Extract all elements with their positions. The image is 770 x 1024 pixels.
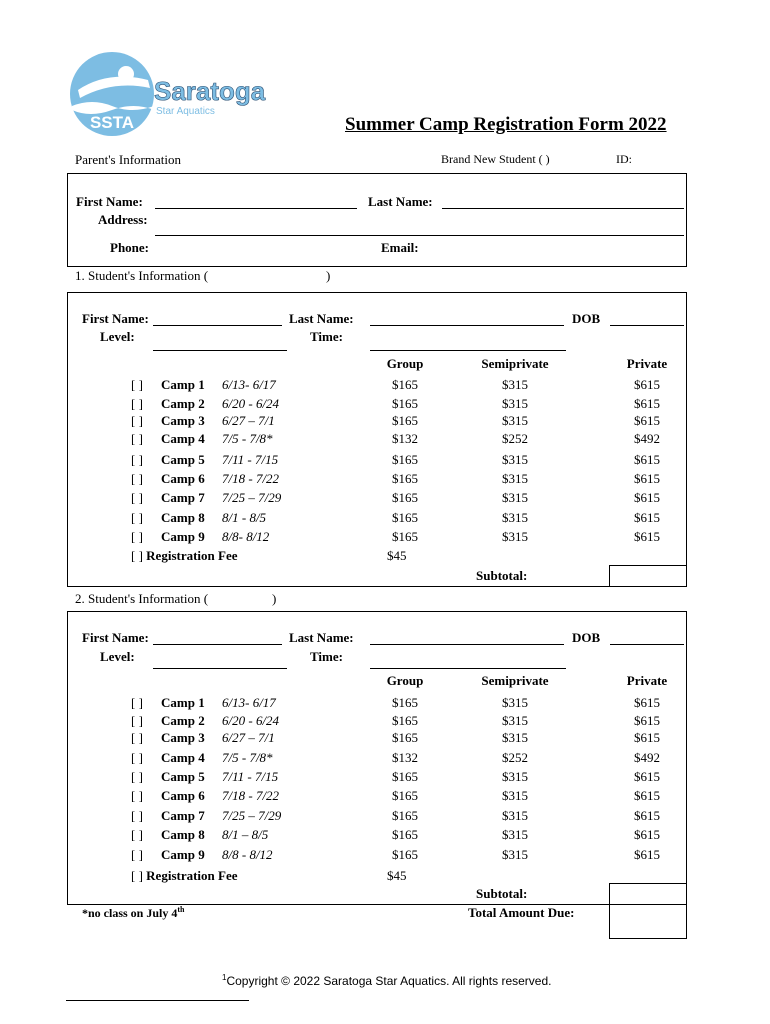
student1-dob-label: DOB [572, 311, 601, 326]
camp-name: Camp 8 [161, 827, 205, 842]
id-label: ID: [616, 152, 632, 166]
camp-dates: 6/13- 6/17 [222, 377, 276, 392]
student1-camp-row[interactable] [131, 490, 281, 506]
logo-brand-sub: Star Aquatics [156, 106, 215, 117]
footnote-divider [66, 1000, 249, 1001]
camp-price-private: $615 [634, 808, 660, 823]
student1-reg-fee-label: Registration Fee [146, 548, 238, 563]
student2-camp-row[interactable] [131, 750, 273, 766]
camp-dates: 6/20 - 6/24 [222, 713, 280, 728]
student1-subtotal-field[interactable] [609, 565, 687, 587]
camp-price-semi: $315 [502, 490, 528, 505]
student2-section-label [75, 591, 276, 607]
student2-level-field[interactable] [153, 668, 287, 669]
camp-name: Camp 4 [161, 431, 205, 446]
camp-name: Camp 2 [161, 396, 205, 411]
camp-price-semi: $252 [502, 431, 528, 446]
student2-camp-row[interactable] [131, 827, 268, 843]
student1-group-header: Group [386, 356, 424, 371]
camp-checkbox[interactable]: [ ] [131, 847, 143, 862]
student2-level-label: Level: [100, 649, 135, 664]
student2-camp-row[interactable] [131, 695, 276, 711]
student1-time-field[interactable] [370, 350, 566, 351]
camp-price-private: $615 [634, 713, 660, 728]
student2-group-header: Group [386, 673, 424, 688]
form-title: Summer Camp Registration Form 2022 [345, 114, 667, 135]
student1-camp-row[interactable] [131, 396, 279, 412]
camp-price-semi: $315 [502, 377, 528, 392]
student2-subtotal-field[interactable] [609, 883, 687, 905]
student2-first-name-field[interactable] [153, 644, 282, 645]
camp-dates: 6/20 - 6/24 [222, 396, 280, 411]
student1-camp-row[interactable] [131, 471, 279, 487]
camp-name: Camp 1 [161, 695, 205, 710]
camp-price-group: $165 [392, 396, 418, 411]
camp-price-group: $165 [392, 413, 418, 428]
student1-time-label: Time: [310, 329, 343, 344]
camp-price-group: $132 [392, 750, 418, 765]
camp-price-semi: $315 [502, 452, 528, 467]
student2-time-label: Time: [310, 649, 343, 664]
camp-price-private: $615 [634, 413, 660, 428]
camp-price-private: $615 [634, 695, 660, 710]
logo-graphic [68, 50, 268, 140]
parent-email-label: Email: [381, 240, 419, 255]
camp-dates: 7/11 - 7/15 [222, 769, 279, 784]
camp-checkbox[interactable]: [ ] [131, 490, 143, 505]
student2-camp-row[interactable] [131, 847, 273, 863]
camp-dates: 7/18 - 7/22 [222, 788, 280, 803]
camp-checkbox[interactable]: [ ] [131, 377, 143, 392]
camp-name: Camp 6 [161, 471, 205, 486]
student2-last-name-label: Last Name: [289, 630, 354, 645]
camp-checkbox[interactable]: [ ] [131, 808, 143, 823]
copyright-text: Copyright © 2022 Saratoga Star Aquatics. All rights reserved. [226, 974, 552, 988]
camp-price-semi: $315 [502, 471, 528, 486]
copyright-footnote-mark: 1 [222, 973, 227, 982]
student1-camp-row[interactable] [131, 510, 266, 526]
camp-dates: 7/25 – 7/29 [222, 808, 282, 823]
student2-camp-row[interactable] [131, 788, 279, 804]
camp-price-semi: $315 [502, 847, 528, 862]
student1-reg-fee-row[interactable] [131, 548, 238, 564]
student1-camp-row[interactable] [131, 529, 269, 545]
camp-price-group: $165 [392, 471, 418, 486]
camp-name: Camp 5 [161, 769, 205, 784]
student2-reg-fee-checkbox[interactable]: [ ] [131, 868, 143, 883]
student2-label-text: 2. Student's Information ( [75, 591, 209, 606]
camp-name: Camp 1 [161, 377, 205, 392]
camp-price-group: $132 [392, 431, 418, 446]
student1-label-close: ) [326, 268, 331, 283]
student1-level-field[interactable] [153, 350, 287, 351]
parent-section-label: Parent's Information [75, 152, 181, 167]
ssta-logo [68, 50, 268, 140]
camp-price-semi: $315 [502, 730, 528, 745]
student1-dob-field[interactable] [610, 325, 684, 326]
camp-checkbox[interactable]: [ ] [131, 529, 143, 544]
camp-price-group: $165 [392, 490, 418, 505]
brand-new-student-label: Brand New Student ( ) [441, 152, 550, 166]
camp-price-group: $165 [392, 452, 418, 467]
total-amount-due-field[interactable] [609, 904, 687, 939]
camp-dates: 7/5 - 7/8* [222, 431, 273, 446]
camp-price-private: $615 [634, 396, 660, 411]
camp-price-group: $165 [392, 695, 418, 710]
student2-subtotal-label: Subtotal: [476, 886, 528, 901]
camp-name: Camp 9 [161, 529, 205, 544]
student2-private-header: Private [626, 673, 668, 688]
camp-price-group: $165 [392, 510, 418, 525]
student1-last-name-field[interactable] [370, 325, 564, 326]
camp-price-private: $492 [634, 750, 660, 765]
camp-price-semi: $315 [502, 808, 528, 823]
logo-monogram: SSTA [89, 113, 135, 132]
student1-level-label: Level: [100, 329, 135, 344]
camp-name: Camp 5 [161, 452, 205, 467]
camp-checkbox[interactable]: [ ] [131, 695, 143, 710]
student1-reg-fee-amount: $45 [387, 548, 407, 563]
parent-first-name-label: First Name: [76, 194, 143, 209]
camp-checkbox[interactable]: [ ] [131, 471, 143, 486]
student1-first-name-label: First Name: [82, 311, 149, 326]
camp-checkbox[interactable]: [ ] [131, 713, 143, 728]
student1-first-name-field[interactable] [153, 325, 282, 326]
camp-checkbox[interactable]: [ ] [131, 827, 143, 842]
camp-price-private: $615 [634, 529, 660, 544]
copyright-notice [222, 973, 551, 988]
student1-section-label [75, 268, 330, 284]
parent-address-label: Address: [98, 212, 148, 227]
parent-first-name-field[interactable] [155, 208, 357, 209]
holiday-note [82, 905, 184, 921]
student1-label-text: 1. Student's Information ( [75, 268, 209, 283]
camp-checkbox[interactable]: [ ] [131, 788, 143, 803]
parent-address-field[interactable] [155, 235, 684, 236]
camp-checkbox[interactable]: [ ] [131, 431, 143, 446]
camp-checkbox[interactable]: [ ] [131, 769, 143, 784]
student2-label-close: ) [272, 591, 277, 606]
camp-dates: 7/25 – 7/29 [222, 490, 282, 505]
camp-price-semi: $315 [502, 396, 528, 411]
camp-price-semi: $315 [502, 769, 528, 784]
total-amount-due-label: Total Amount Due: [468, 905, 575, 920]
camp-price-private: $615 [634, 452, 660, 467]
camp-price-group: $165 [392, 808, 418, 823]
camp-price-semi: $315 [502, 695, 528, 710]
student2-reg-fee-label: Registration Fee [146, 868, 238, 883]
camp-checkbox[interactable]: [ ] [131, 396, 143, 411]
camp-price-group: $165 [392, 769, 418, 784]
camp-price-private: $615 [634, 769, 660, 784]
parent-last-name-field[interactable] [442, 208, 684, 209]
camp-dates: 8/1 - 8/5 [222, 510, 267, 525]
camp-price-group: $165 [392, 529, 418, 544]
student1-camp-row[interactable] [131, 452, 278, 468]
camp-name: Camp 7 [161, 808, 205, 823]
student2-dob-label: DOB [572, 630, 601, 645]
student2-camp-row[interactable] [131, 769, 278, 785]
student1-reg-fee-checkbox[interactable]: [ ] [131, 548, 143, 563]
camp-dates: 7/11 - 7/15 [222, 452, 279, 467]
camp-name: Camp 3 [161, 730, 205, 745]
camp-checkbox[interactable]: [ ] [131, 730, 143, 745]
camp-dates: 8/8 - 8/12 [222, 847, 273, 862]
camp-price-semi: $315 [502, 413, 528, 428]
holiday-note-text: *no class on July 4 [82, 906, 178, 920]
student2-time-field[interactable] [370, 668, 566, 669]
camp-price-private: $615 [634, 510, 660, 525]
student2-semiprivate-header: Semiprivate [481, 673, 549, 688]
camp-price-private: $615 [634, 730, 660, 745]
camp-price-group: $165 [392, 847, 418, 862]
camp-price-private: $615 [634, 847, 660, 862]
student1-private-header: Private [626, 356, 668, 371]
camp-price-semi: $315 [502, 529, 528, 544]
parent-info-box [67, 173, 687, 267]
camp-dates: 6/27 – 7/1 [222, 413, 275, 428]
student1-camp-row[interactable] [131, 377, 276, 393]
camp-price-group: $165 [392, 788, 418, 803]
camp-dates: 8/1 – 8/5 [222, 827, 269, 842]
student1-camp-row[interactable] [131, 431, 273, 447]
camp-price-group: $165 [392, 827, 418, 842]
camp-price-private: $615 [634, 377, 660, 392]
camp-checkbox[interactable]: [ ] [131, 750, 143, 765]
camp-price-group: $165 [392, 730, 418, 745]
camp-price-semi: $252 [502, 750, 528, 765]
student1-camp-row[interactable] [131, 413, 275, 429]
camp-dates: 7/18 - 7/22 [222, 471, 280, 486]
student2-first-name-label: First Name: [82, 630, 149, 645]
camp-checkbox[interactable]: [ ] [131, 510, 143, 525]
student2-dob-field[interactable] [610, 644, 684, 645]
camp-price-semi: $315 [502, 788, 528, 803]
camp-price-private: $615 [634, 788, 660, 803]
camp-name: Camp 4 [161, 750, 205, 765]
camp-price-semi: $315 [502, 827, 528, 842]
student2-camp-row[interactable] [131, 713, 279, 729]
student2-camp-row[interactable] [131, 808, 281, 824]
camp-name: Camp 9 [161, 847, 205, 862]
student1-last-name-label: Last Name: [289, 311, 354, 326]
camp-checkbox[interactable]: [ ] [131, 413, 143, 428]
camp-name: Camp 3 [161, 413, 205, 428]
student2-camp-row[interactable] [131, 730, 275, 746]
camp-name: Camp 2 [161, 713, 205, 728]
camp-name: Camp 7 [161, 490, 205, 505]
student2-reg-fee-amount: $45 [387, 868, 407, 883]
student1-subtotal-label: Subtotal: [476, 568, 528, 583]
camp-name: Camp 8 [161, 510, 205, 525]
parent-last-name-label: Last Name: [368, 194, 433, 209]
camp-price-group: $165 [392, 713, 418, 728]
camp-price-private: $615 [634, 490, 660, 505]
student2-reg-fee-row[interactable] [131, 868, 238, 884]
camp-name: Camp 6 [161, 788, 205, 803]
camp-price-private: $615 [634, 827, 660, 842]
camp-price-semi: $315 [502, 713, 528, 728]
parent-phone-label: Phone: [110, 240, 149, 255]
camp-dates: 8/8- 8/12 [222, 529, 270, 544]
camp-price-private: $492 [634, 431, 660, 446]
student1-semiprivate-header: Semiprivate [481, 356, 549, 371]
camp-price-private: $615 [634, 471, 660, 486]
camp-checkbox[interactable]: [ ] [131, 452, 143, 467]
camp-price-semi: $315 [502, 510, 528, 525]
student2-last-name-field[interactable] [370, 644, 564, 645]
logo-brand-name: Saratoga [154, 76, 266, 106]
camp-price-group: $165 [392, 377, 418, 392]
camp-dates: 6/27 – 7/1 [222, 730, 275, 745]
camp-dates: 6/13- 6/17 [222, 695, 276, 710]
camp-dates: 7/5 - 7/8* [222, 750, 273, 765]
holiday-note-sup: th [177, 905, 185, 914]
